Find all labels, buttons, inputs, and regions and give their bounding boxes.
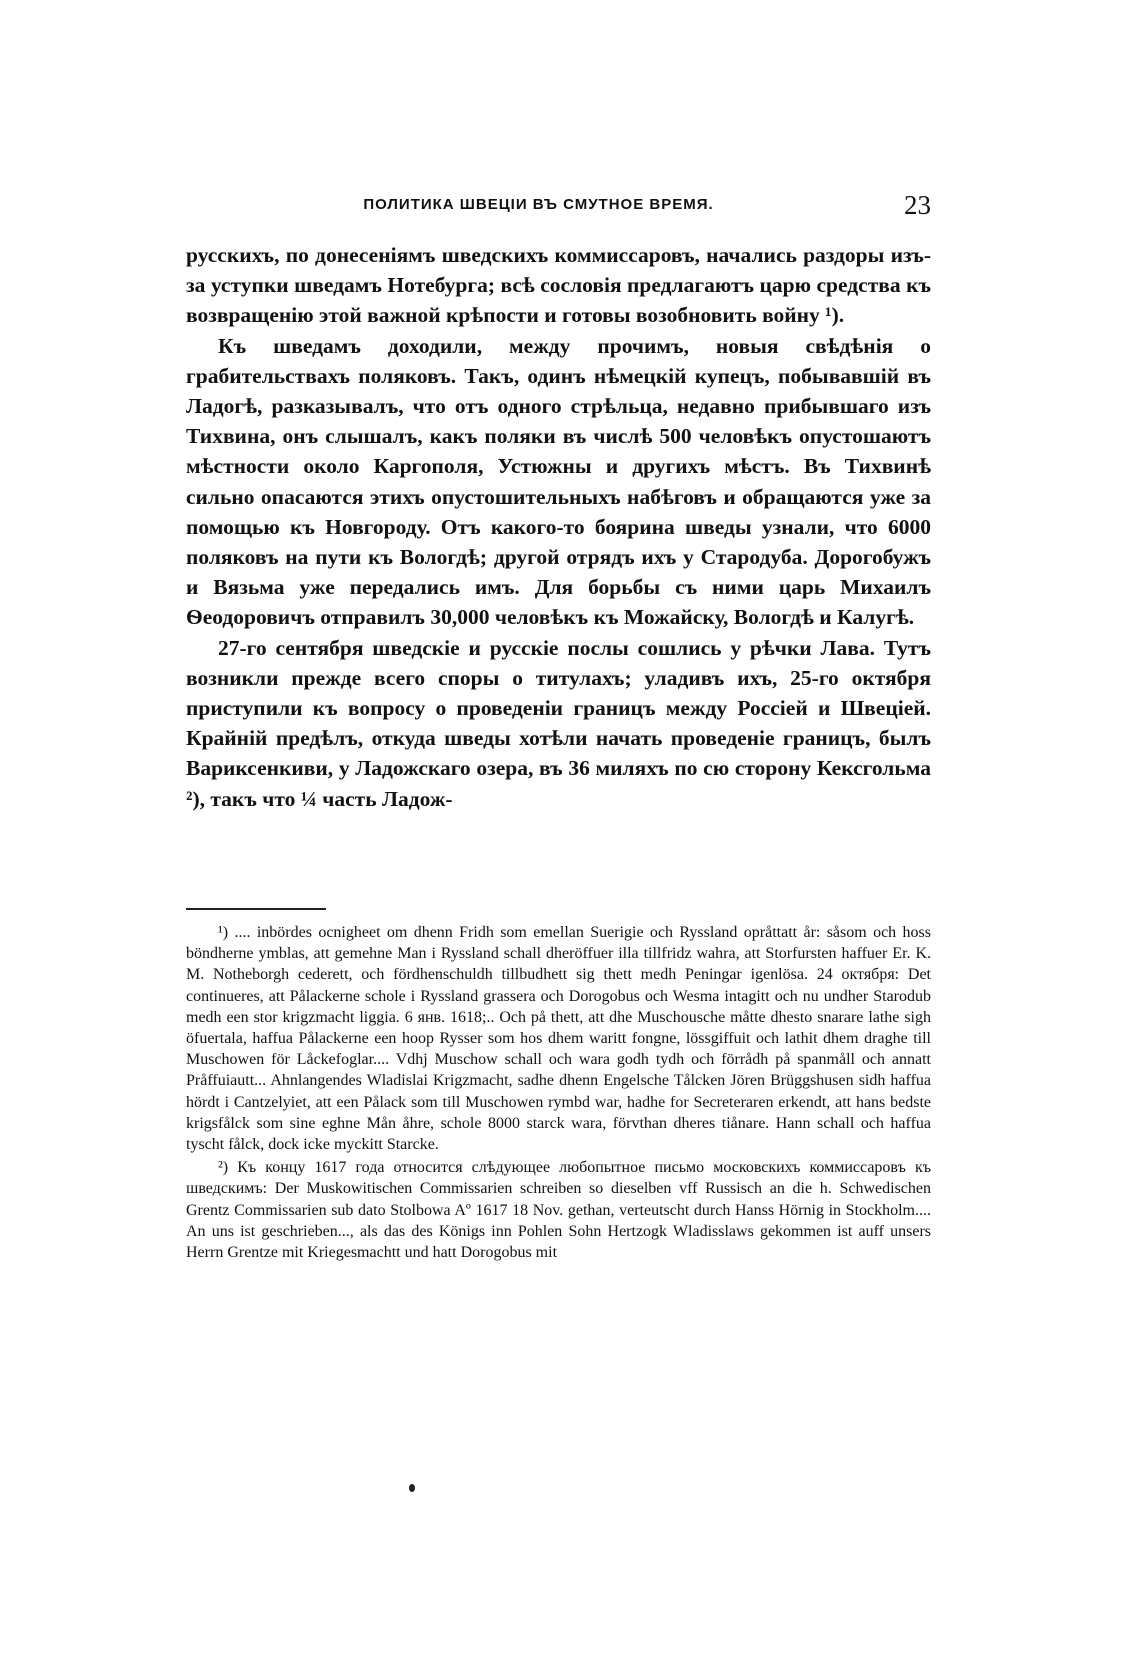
footnote-1: ¹) .... inbördes ocnigheet om dhenn Fridh som emellan Suerigie och Ryssland opråttatt år: såsom och hoss böndherne ymblas, att gemehne Man i Ryssland schall dheröffuer illa tillfridz wahra, att Storfursten haffuer Er. K. M. Notheborgh cederett, och fördhenschuldh tillbudhett sig thett medh Peningar igenlösa. 24 октября: Det continueres, att Pålackerne schole i Ryssland grassera och Dorogobus och Wesma intagitt och nu undher Starodub medh een stor krigzmacht liggia. 6 янв. 1618;.. Och på thett, att dhe Muschousche måtte dhesto snarare lathe sigh öfuertala, haffua Pålackerne een hoop Rysser som hos dhem waritt fongne, lössgiffuit och lathit dhem draghe till Muschowen för Låckefoglar.... Vdhj Muschow schall och wara godh tydh och förrådh på spanmåll och annatt Pråffuiautt... Ahnlangendes Wladislai Krigzmacht, sadhe dhenn Engelsche Tålcken Jören Brüggshusen sidh haffua hördt i Cantzelyiet, att een Pålack som till Muschowen rymbd war, hadhe for Secreteraren erkendt, att hans bedste krigsfålck som sine eghne Mån åhre, schole 8000 starck wara, förvthan dheres tiånare. Hann schall och haffua tyscht fålck, dock icke myckitt Starcke. xyxy=(186,924,931,1154)
footnote-divider xyxy=(186,908,326,910)
paragraph-3: 27-го сентября шведскіе и русскіе послы сошлись у рѣчки Лава. Тутъ возникли прежде всего споры о титулахъ; уладивъ ихъ, 25-го октября приступили къ вопросу о проведеніи границъ между Россіей и Швеціей. Крайній предѣлъ, откуда шведы хотѣли начать проведеніе границъ, былъ Вариксенкиви, у Ладожскаго озера, въ 36 миляхъ по сю сторону Кексгольма ²), такъ что ¼ часть Ладож- xyxy=(186,635,931,811)
page-dot-mark xyxy=(409,1484,415,1492)
paragraph-1: русскихъ, по донесеніямъ шведскихъ коммиссаровъ, начались раздоры изъ-за уступки шведамъ Нотебурга; всѣ сословія предлагаютъ царю средства къ возвращенію этой важной крѣпости и готовы возобновить войну ¹). xyxy=(186,243,931,328)
paragraph-2: Къ шведамъ доходили, между прочимъ, новыя свѣдѣнія о грабительствахъ поляковъ. Такъ, одинъ нѣмецкій купецъ, побывавшій въ Ладогѣ, разказывалъ, что отъ одного стрѣльца, недавно прибывшаго изъ Тихвина, онъ слышалъ, какъ поляки въ числѣ 500 человѣкъ опустошаютъ мѣстности около Каргополя, Устюжны и другихъ мѣстъ. Въ Тихвинѣ сильно опасаются этихъ опустошительныхъ набѣговъ и обращаются уже за помощью къ Новгороду. Отъ какого-то боярина шведы узнали, что 6000 поляковъ на пути къ Вологдѣ; другой отрядъ ихъ у Стародуба. Дорогобужъ и Вязьма уже передались имъ. Для борьбы съ ними царь Михаилъ Ѳеодоровичъ отправилъ 30,000 человѣкъ къ Можайску, Вологдѣ и Калугѣ. xyxy=(186,333,931,630)
page-header xyxy=(186,190,931,226)
footnotes xyxy=(186,922,931,1265)
main-text xyxy=(186,240,931,814)
footnote-2: ²) Къ концу 1617 года относится слѣдующее любопытное письмо московскихъ коммиссаровъ къ шведскимъ: Der Muskowitischen Commissarien schreiben so dieselben vff Russisch an die h. Schwedischen Grentz Commissarien sub dato Stolbowa Aº 1617 18 Nov. gethan, verteutscht durch Hanss Hörnig in Stockholm.... An uns ist geschrieben..., als das des Königs inn Pohlen Sohn Hertzogk Wladisslaws gekommen ist auff unsers Herrn Grentze mit Kriegesmachtt und hatt Dorogobus mit xyxy=(186,1159,931,1262)
page-number: 23 xyxy=(904,190,931,220)
running-title: ПОЛИТИКА ШВЕЦІИ ВЪ СМУТНОЕ ВРЕМЯ. xyxy=(363,196,714,213)
